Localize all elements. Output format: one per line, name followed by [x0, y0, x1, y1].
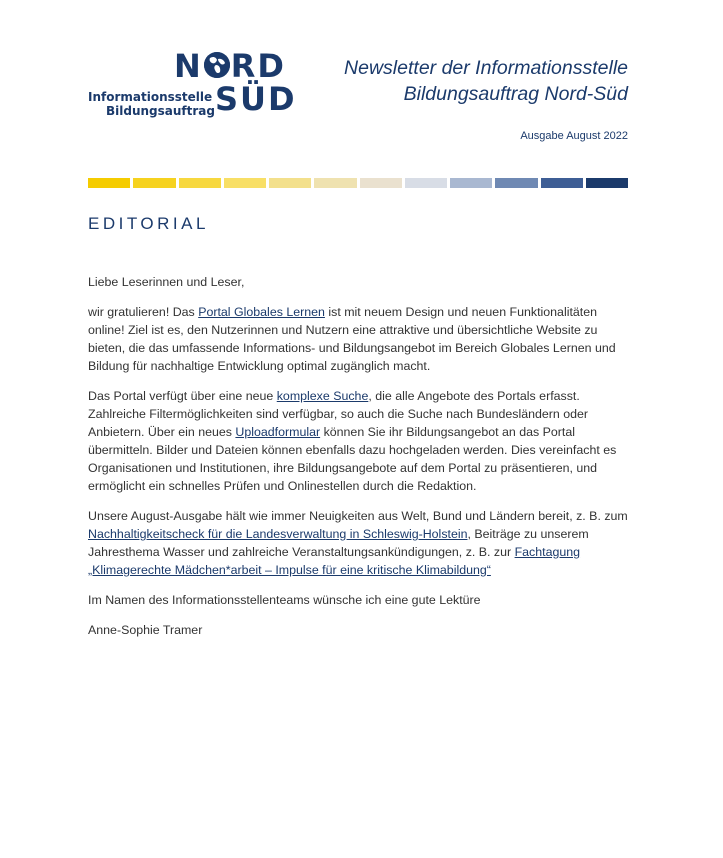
paragraph-text: können Sie ihr Bildungsangebot an das Portal übermitteln. Bilder und Dateien können ebenfalls dazu hochgeladen werden. Dies vereinfacht es Organisationen und Institutionen, ihre Bildungsangebote auf dem Portal zu präsentieren, und ermöglicht ein schnelles Prüfen und Onlinestellen durch die Redaktion.	[88, 425, 617, 493]
paragraph-text: Unsere August-Ausgabe hält wie immer Neuigkeiten aus Welt, Bund und Ländern bereit, z. B. zum	[88, 509, 628, 523]
color-bar-segment	[88, 178, 130, 188]
color-bar-segment	[224, 178, 266, 188]
logo-sud: SÜD	[215, 80, 297, 118]
color-bar-segment	[179, 178, 221, 188]
color-bar-segment	[269, 178, 311, 188]
color-bar-segment	[450, 178, 492, 188]
newsletter-title	[344, 55, 628, 107]
logo-line-1: Informationsstelle	[88, 90, 213, 104]
color-bar-segment	[541, 178, 583, 188]
paragraph-2	[88, 387, 628, 495]
signature: Anne-Sophie Tramer	[88, 623, 203, 637]
editorial-body	[88, 273, 628, 651]
color-bar-segment	[405, 178, 447, 188]
section-heading: EDITORIAL	[88, 214, 209, 233]
paragraph-3	[88, 507, 628, 579]
portal-link[interactable]: Portal Globales Lernen	[198, 305, 325, 319]
title-line-1: Newsletter der Informationsstelle	[344, 57, 628, 79]
paragraph-text: Das Portal verfügt über eine neue	[88, 389, 277, 403]
search-link[interactable]: komplexe Suche	[276, 389, 369, 403]
logo-nord-rd: RD	[230, 47, 286, 85]
paragraph-text: wir gratulieren! Das	[88, 305, 199, 319]
logo-line-2: Bildungsauftrag	[106, 104, 215, 118]
closing: Im Namen des Informationsstellenteams wünsche ich eine gute Lektüre	[88, 593, 481, 607]
color-bar-segment	[314, 178, 356, 188]
color-bar	[88, 178, 628, 188]
header	[88, 0, 628, 142]
greeting: Liebe Leserinnen und Leser,	[88, 275, 245, 289]
edition-label: Ausgabe August 2022	[520, 130, 628, 142]
color-bar-segment	[586, 178, 628, 188]
color-bar-segment	[495, 178, 537, 188]
paragraph-text: , die alle Angebote des Portals erfasst. Zahlreiche Filtermöglichkeiten sind verfügbar, so auch die Suche nach Bundesländern oder Anbietern. Über ein neues	[88, 389, 589, 439]
paragraph-1	[88, 303, 628, 375]
logo	[88, 47, 297, 118]
logo-nord	[174, 47, 286, 85]
logo-nord-n: N	[174, 47, 203, 85]
color-bar-segment	[360, 178, 402, 188]
globe-icon	[204, 52, 230, 78]
newsletter-page	[88, 0, 628, 637]
upload-form-link[interactable]: Uploadformular	[235, 425, 321, 439]
conference-link[interactable]: Fachtagung „Klimagerechte Mädchen*arbeit – Impulse für eine kritische Klimabildung“	[88, 545, 581, 577]
paragraph-text: ist mit neuem Design und neuen Funktionalitäten online! Ziel ist es, den Nutzerinnen und Nutzern eine attraktive und übersichtliche Website zu bieten, die das umfassende Informations- und Bildungsangebot im Bereich Globales Lernen und Bildung für nachhaltige Entwicklung optimal zugänglich macht.	[88, 305, 616, 373]
paragraph-text: , Beiträge zu unserem Jahresthema Wasser und zahlreiche Veranstaltungsankündigungen, z. B. zur	[88, 527, 589, 559]
color-bar-segment	[133, 178, 175, 188]
sustainability-check-link[interactable]: Nachhaltigkeitscheck für die Landesverwaltung in Schleswig-Holstein	[88, 527, 468, 541]
title-line-2: Bildungsauftrag Nord-Süd	[403, 83, 628, 105]
